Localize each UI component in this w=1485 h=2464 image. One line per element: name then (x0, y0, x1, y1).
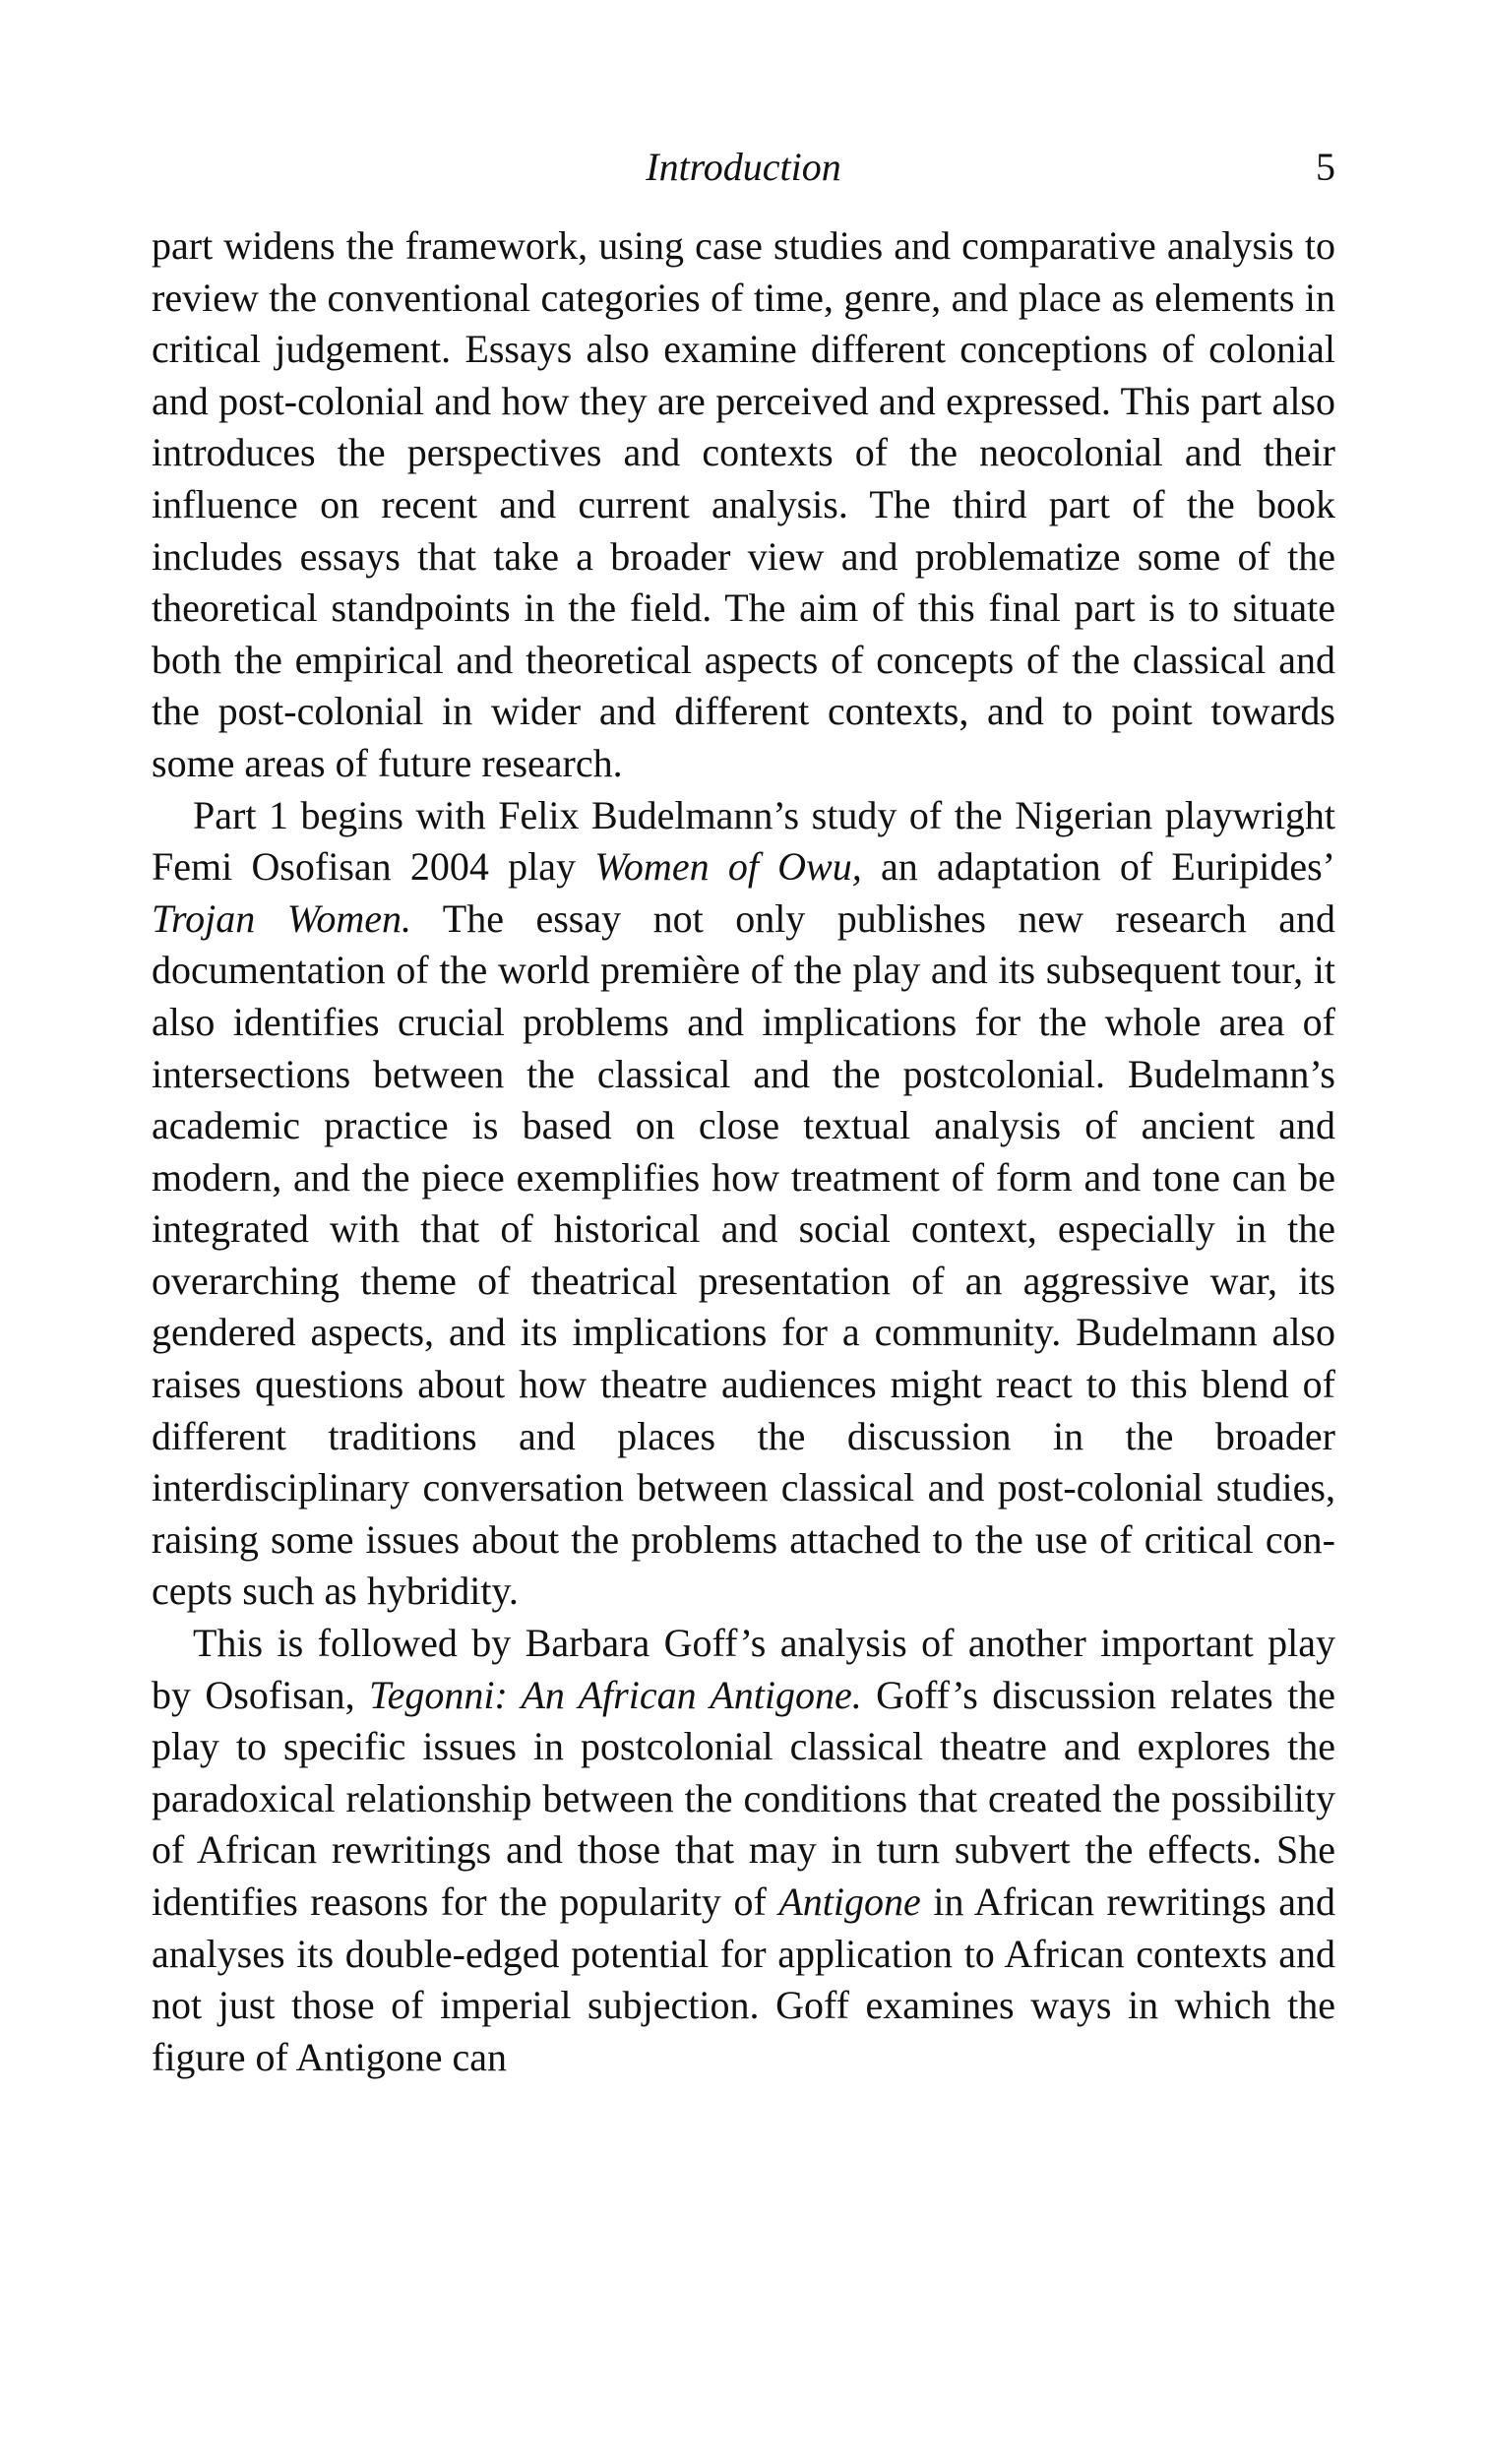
paragraph-3-text-a: This is followed by Barbara Goff’s analysis of another important play by Osofisan, (152, 1621, 1335, 1717)
running-title: Introduction (646, 145, 841, 189)
running-head (152, 138, 1335, 197)
play-title-antigone: Antigone (778, 1879, 921, 1924)
page-number: 5 (1316, 145, 1335, 189)
paragraph-3 (152, 1618, 1335, 2083)
paragraph-2-text-b: an adaptation of Euripides’ (861, 844, 1335, 890)
paragraph-3-text-c: in African rewritings and analyses its double-edged potential for application to African contexts and not just those of imperial subjection. Goff examines ways in which the figure of Antigone can (152, 1879, 1335, 2079)
paragraph-3-text-b: Goff’s discussion relates the play to specific issues in postcolonial classical theatre and explores the paradoxical relationship between the conditions that created the possibility of African rewritings and those that may in turn subvert the effects. She identifies reasons for the popularity of (152, 1672, 1335, 1924)
body-text (152, 220, 1335, 2083)
paragraph-2-text-c: The essay not only publishes new research and documentation of the world première of the play and its subsequent tour, it also identifies crucial problems and implications for the whole area of intersections between the classical and the postcolonial. Budelmann’s academic practice is based on close textual analysis of ancient and modern, and the piece exemplifies how treatment of form and tone can be integrated with that of historical and social context, especially in the overarching theme of theatrical presentation of an aggressive war, its gendered aspects, and its implications for a community. Budelmann also raises questions about how theatre audiences might react to this blend of different traditions and places the discussion in the broader interdisciplinary conversation between classical and post-colonial studies, raising some issues about the problems attached to the use of critical concepts such as hybridity. (152, 895, 1335, 1614)
paragraph-2-text-a: Part 1 begins with Felix Budelmann’s study of the Nigerian playwright Femi Osofisan 2004 play (152, 792, 1335, 890)
play-title-trojan-women: Trojan Women. (152, 895, 412, 941)
paragraph-1: part widens the framework, using case studies and comparative analysis to review the conventional categories of time, genre, and place as elements in critical judgement. Essays also examine different conceptions of colonial and post-colonial and how they are perceived and expressed. This part also introduces the perspectives and contexts of the neocolonial and their influence on recent and current analysis. The third part of the book includes essays that take a broader view and problematize some of the theoretical standpoints in the field. The aim of this final part is to situate both the empirical and theoretical aspects of concepts of the classical and the post-colonial in wider and different contexts, and to point towards some areas of future research. (152, 223, 1335, 785)
play-title-tegonni: Tegonni: An African Antigone. (369, 1672, 862, 1717)
play-title-women-of-owu: Women of Owu, (594, 844, 862, 890)
paragraph-2 (152, 790, 1335, 1619)
